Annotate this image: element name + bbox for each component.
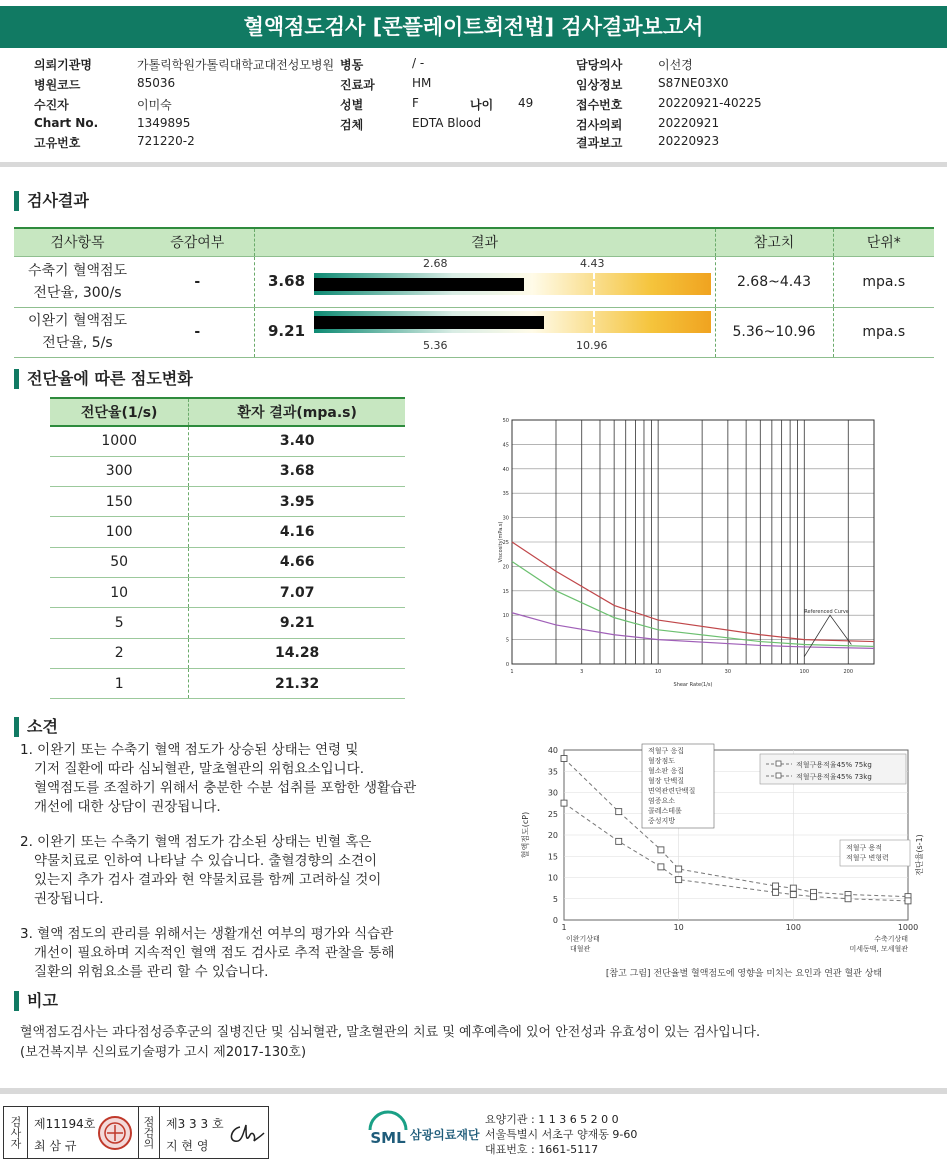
finding-line: 2. 이완기 또는 수축기 혈액 점도가 감소된 상태는 빈혈 혹은 [20,834,372,850]
viscosity: 21.32 [189,668,405,698]
hospital-code-value: 85036 [137,76,176,90]
results-header-row [14,228,934,256]
logo-text: SML [370,1129,406,1147]
viscosity: 4.66 [189,547,405,577]
examiner-name: 최 삼 규 [34,1139,77,1153]
result-value: 3.68 [268,272,306,290]
header-divider [0,162,947,167]
unique-no-value: 721220-2 [137,134,195,148]
dept-label: 진료과 [340,78,375,92]
data-point [676,877,682,883]
y-tick-label: 35 [547,767,558,777]
age-value: 49 [518,96,534,110]
ref-high-label: 4.43 [580,257,605,270]
shear-rate: 10 [50,577,189,607]
chart-no-label: Chart No. [34,116,99,130]
shear-section-title: 전단율에 따른 점도변화 [14,369,193,389]
series-line [512,613,874,649]
ward-value: / - [412,56,425,70]
col-patient-result: 환자 결과(mpa.s) [189,398,405,426]
table-row [50,456,405,486]
request-date-label: 검사의뢰 [576,118,623,132]
shear-rate: 5 [50,608,189,638]
shear-rate: 1000 [50,426,189,456]
data-point [773,883,779,889]
factor-label: 적혈구 용적 [846,844,883,852]
remarks-line-1: 혈액점도검사는 과다점성증후군의 질병진단 및 심뇌혈관, 말초혈관의 치료 및 예후예측에 있어 안전성과 유효성이 있는 검사입니다. [20,1025,761,1040]
shear-rate: 50 [50,547,189,577]
finding-line: 개선이 필요하며 지속적인 혈액 점도 검사로 추적 관찰을 통해 [34,945,395,961]
series-line [512,562,874,647]
finding-line: 개선에 대한 상담이 권장됩니다. [34,799,221,815]
x-tick-label: 3 [580,669,584,675]
legend-label: 적혈구용적율45% 73kg [796,773,872,781]
y-axis-label: 혈액점도(cP) [521,811,530,859]
unique-no-label: 고유번호 [34,136,81,150]
x-left-label: 대혈관 [570,945,591,953]
ref-high-label: 10.96 [576,339,608,352]
data-point [811,894,817,900]
x-right-label: 미세동맥, 모세혈관 [849,945,908,953]
data-point [790,892,796,898]
col-change: 증감여부 [141,228,254,256]
reference-chart [510,740,935,985]
legend-label: 적혈구용적율45% 75kg [796,761,872,769]
col-shear-rate: 전단율(1/s) [50,398,189,426]
y-tick-label: 35 [502,491,509,498]
receipt-no-value: 20220921-40225 [658,96,762,110]
viscosity: 3.68 [189,456,405,486]
doctor-label: 담당의사 [576,58,623,72]
sex-value: F [412,96,419,110]
viscosity: 4.16 [189,517,405,547]
org-info [485,1112,637,1157]
request-date-value: 20220921 [658,116,720,130]
receipt-no-label: 접수번호 [576,98,623,112]
ward-label: 병동 [340,58,364,72]
annotation-label: Referenced Curve [804,608,849,615]
result-value: 9.21 [268,322,306,340]
y-tick-label: 25 [502,540,509,546]
data-point [658,847,664,853]
ref-high-marker [593,311,595,333]
reviewer-name: 지 현 영 [166,1139,209,1153]
col-result: 결과 [254,228,715,256]
viscosity-chart [496,412,886,692]
remarks-section-title: 비고 [14,991,58,1011]
finding-item [20,833,520,909]
clinical-info-label: 임상정보 [576,78,623,92]
annotation-pointer [804,615,851,656]
result-bar-fill [314,278,524,291]
shear-rate: 1 [50,668,189,698]
result-bar [314,311,711,333]
viscosity: 7.07 [189,577,405,607]
data-point [561,756,567,762]
report-title: 혈액점도검사 [콘플레이트회전법] 검사결과보고서 [0,6,947,48]
factor-label: 혈장 단백질 [648,777,685,785]
table-row [50,608,405,638]
y-tick-label: 10 [547,873,558,883]
x-tick-label: 1000 [897,923,919,932]
signature-icon [226,1121,266,1147]
factor-label: 적혈구 변형력 [846,854,889,862]
finding-line: 약물치료로 인하여 나타날 수 있습니다. 출혈경향의 소견이 [34,853,378,869]
finding-line: 권장됩니다. [34,891,104,907]
item-cell [14,256,141,307]
y-tick-label: 40 [502,466,509,473]
results-section-title: 검사결과 [14,191,89,211]
finding-line: 1. 이완기 또는 수축기 혈액 점도가 상승된 상태는 연령 및 [20,742,359,758]
data-point [658,864,664,870]
x-tick-label: 10 [654,669,662,675]
y-tick-label: 5 [552,894,558,904]
factor-label: 염증요소 [648,797,676,805]
factor-label: 면역관련단백질 [648,787,696,795]
x-left-label: 이완기상태 [566,935,600,943]
reviewer-no: 제3 3 3 호 [166,1117,224,1131]
org-phone: 대표번호 : 1661-5117 [485,1143,599,1156]
finding-line: 질환의 위험요소를 관리 할 수 있습니다. [34,964,269,980]
chart-no-value: 1349895 [137,116,191,130]
factor-label: 콜레스테롤 [648,807,682,815]
x-right-label: 수축기상태 [874,935,908,943]
data-point [790,885,796,891]
unit-cell: mpa.s [833,256,934,307]
age-label: 나이 [470,98,494,112]
shear-rate: 2 [50,638,189,668]
unit-cell: mpa.s [833,307,934,357]
ref-high-marker [593,273,595,295]
doctor-value: 이선경 [658,58,693,72]
data-point [561,800,567,806]
viscosity: 14.28 [189,638,405,668]
legend-marker [776,761,781,766]
y-axis-label: Viscosity(mPa.s) [498,521,504,563]
ref-low-label: 2.68 [423,257,448,270]
patient-label: 수진자 [34,98,69,112]
report-date-label: 결과보고 [576,136,623,150]
y-tick-label: 30 [547,788,558,798]
clinical-info-value: S87NE03X0 [658,76,729,90]
seal-stamp-icon [97,1115,133,1151]
table-row [50,426,405,456]
item-rate: 전단율, 5/s [42,335,113,351]
table-row [50,547,405,577]
item-cell [14,307,141,357]
specimen-value: EDTA Blood [412,116,482,130]
table-row [50,517,405,547]
y-tick-label: 5 [505,637,509,644]
findings-section-title: 소견 [14,717,58,737]
result-bar [314,273,711,295]
y-tick-label: 15 [502,588,509,595]
col-item: 검사항목 [14,228,141,256]
sml-logo-icon [366,1110,410,1152]
table-row [50,487,405,517]
finding-item [20,925,520,982]
table-row [50,638,405,668]
shear-rate: 300 [50,456,189,486]
ref-cell: 2.68~4.43 [715,256,833,307]
y-tick-label: 25 [547,809,558,819]
factor-label: 혈장점도 [648,757,676,765]
x-tick-label: 1 [561,923,567,932]
y-tick-label: 0 [552,916,558,925]
remarks-line-2: (보건복지부 신의료기술평가 고시 제2017-130호) [20,1045,307,1060]
findings-list [20,741,520,982]
org-address: 서울특별시 서초구 양재동 9-60 [485,1128,638,1141]
shear-rate: 100 [50,517,189,547]
y-tick-label: 30 [502,515,509,522]
finding-item [20,741,520,817]
data-point [905,898,911,904]
data-point [773,889,779,895]
result-bar-fill [314,316,544,329]
chart-caption: [참고 그림] 전단율별 혈액점도에 영향을 미치는 요인과 연관 혈관 상태 [605,969,883,979]
change-cell: - [141,307,254,357]
y-tick-label: 15 [547,852,558,862]
col-ref: 참고치 [715,228,833,256]
factor-label: 중성지방 [648,817,676,825]
x-tick-label: 100 [799,669,810,675]
y-tick-label: 20 [547,831,558,840]
x-axis-label: Shear Rate(1/s) [673,682,713,688]
viscosity: 3.40 [189,426,405,456]
y-tick-label: 10 [502,613,509,620]
data-point [616,809,622,815]
change-cell: - [141,256,254,307]
patient-value: 이미숙 [137,98,172,112]
finding-line: 혈액점도를 조절하기 위해서 충분한 수분 섭취를 포함한 생활습관 [34,780,417,796]
finding-line: 있는지 추가 검사 결과와 현 약물치료를 함께 고려하실 것이 [34,872,382,888]
factor-label: 적혈구 응집 [648,747,685,755]
data-point [845,896,851,902]
finding-line: 기저 질환에 따라 심뇌혈관, 말초혈관의 위험요소입니다. [34,761,364,777]
table-row [50,577,405,607]
viscosity: 3.95 [189,487,405,517]
signature-box [3,1106,269,1159]
ref-low-label: 5.36 [423,339,448,352]
org-label: 의뢰기관명 [34,58,92,72]
org-value: 가톨릭학원가톨릭대학교대전성모병원 [137,58,335,72]
item-name: 수축기 혈액점도 [27,262,128,279]
right-axis-label: 전단율(s-1) [915,834,924,876]
org-name: 삼광의료재단 [410,1128,480,1142]
header-info [0,52,947,162]
y-tick-label: 20 [502,564,509,571]
col-unit: 단위* [833,228,934,256]
specimen-label: 검체 [340,118,364,132]
factor-label: 혈소판 응집 [648,767,685,775]
report-date-value: 20220923 [658,134,720,148]
shear-rate: 150 [50,487,189,517]
reviewer-label: 점검의 [138,1107,160,1158]
item-rate: 전단율, 300/s [33,284,122,301]
x-tick-label: 100 [785,923,801,932]
item-name: 이완기 혈액점도 [27,313,128,329]
shear-header-row [50,398,405,426]
x-tick-label: 1 [510,669,514,675]
x-tick-label: 30 [724,669,732,675]
examiner-no: 제11194호 [34,1117,96,1131]
legend-marker [776,773,781,778]
y-tick-label: 40 [547,746,558,755]
org-code: 요양기관 : 1 1 3 6 5 2 0 0 [485,1113,619,1126]
data-point [616,838,622,844]
footer-divider [0,1088,947,1094]
hospital-code-label: 병원코드 [34,78,81,92]
y-tick-label: 45 [502,442,509,449]
y-tick-label: 50 [502,418,509,424]
ref-cell: 5.36~10.96 [715,307,833,357]
examiner-label: 검사자 [4,1107,28,1158]
x-tick-label: 200 [843,669,854,675]
finding-line: 3. 혈액 점도의 관리를 위해서는 생활개선 여부의 평가와 식습관 [20,926,394,942]
y-tick-label: 0 [505,662,509,668]
sex-label: 성별 [340,98,364,112]
x-tick-label: 10 [673,923,684,932]
dept-value: HM [412,76,432,90]
data-point [676,866,682,872]
shear-table [50,397,405,699]
table-row [50,668,405,698]
viscosity: 9.21 [189,608,405,638]
